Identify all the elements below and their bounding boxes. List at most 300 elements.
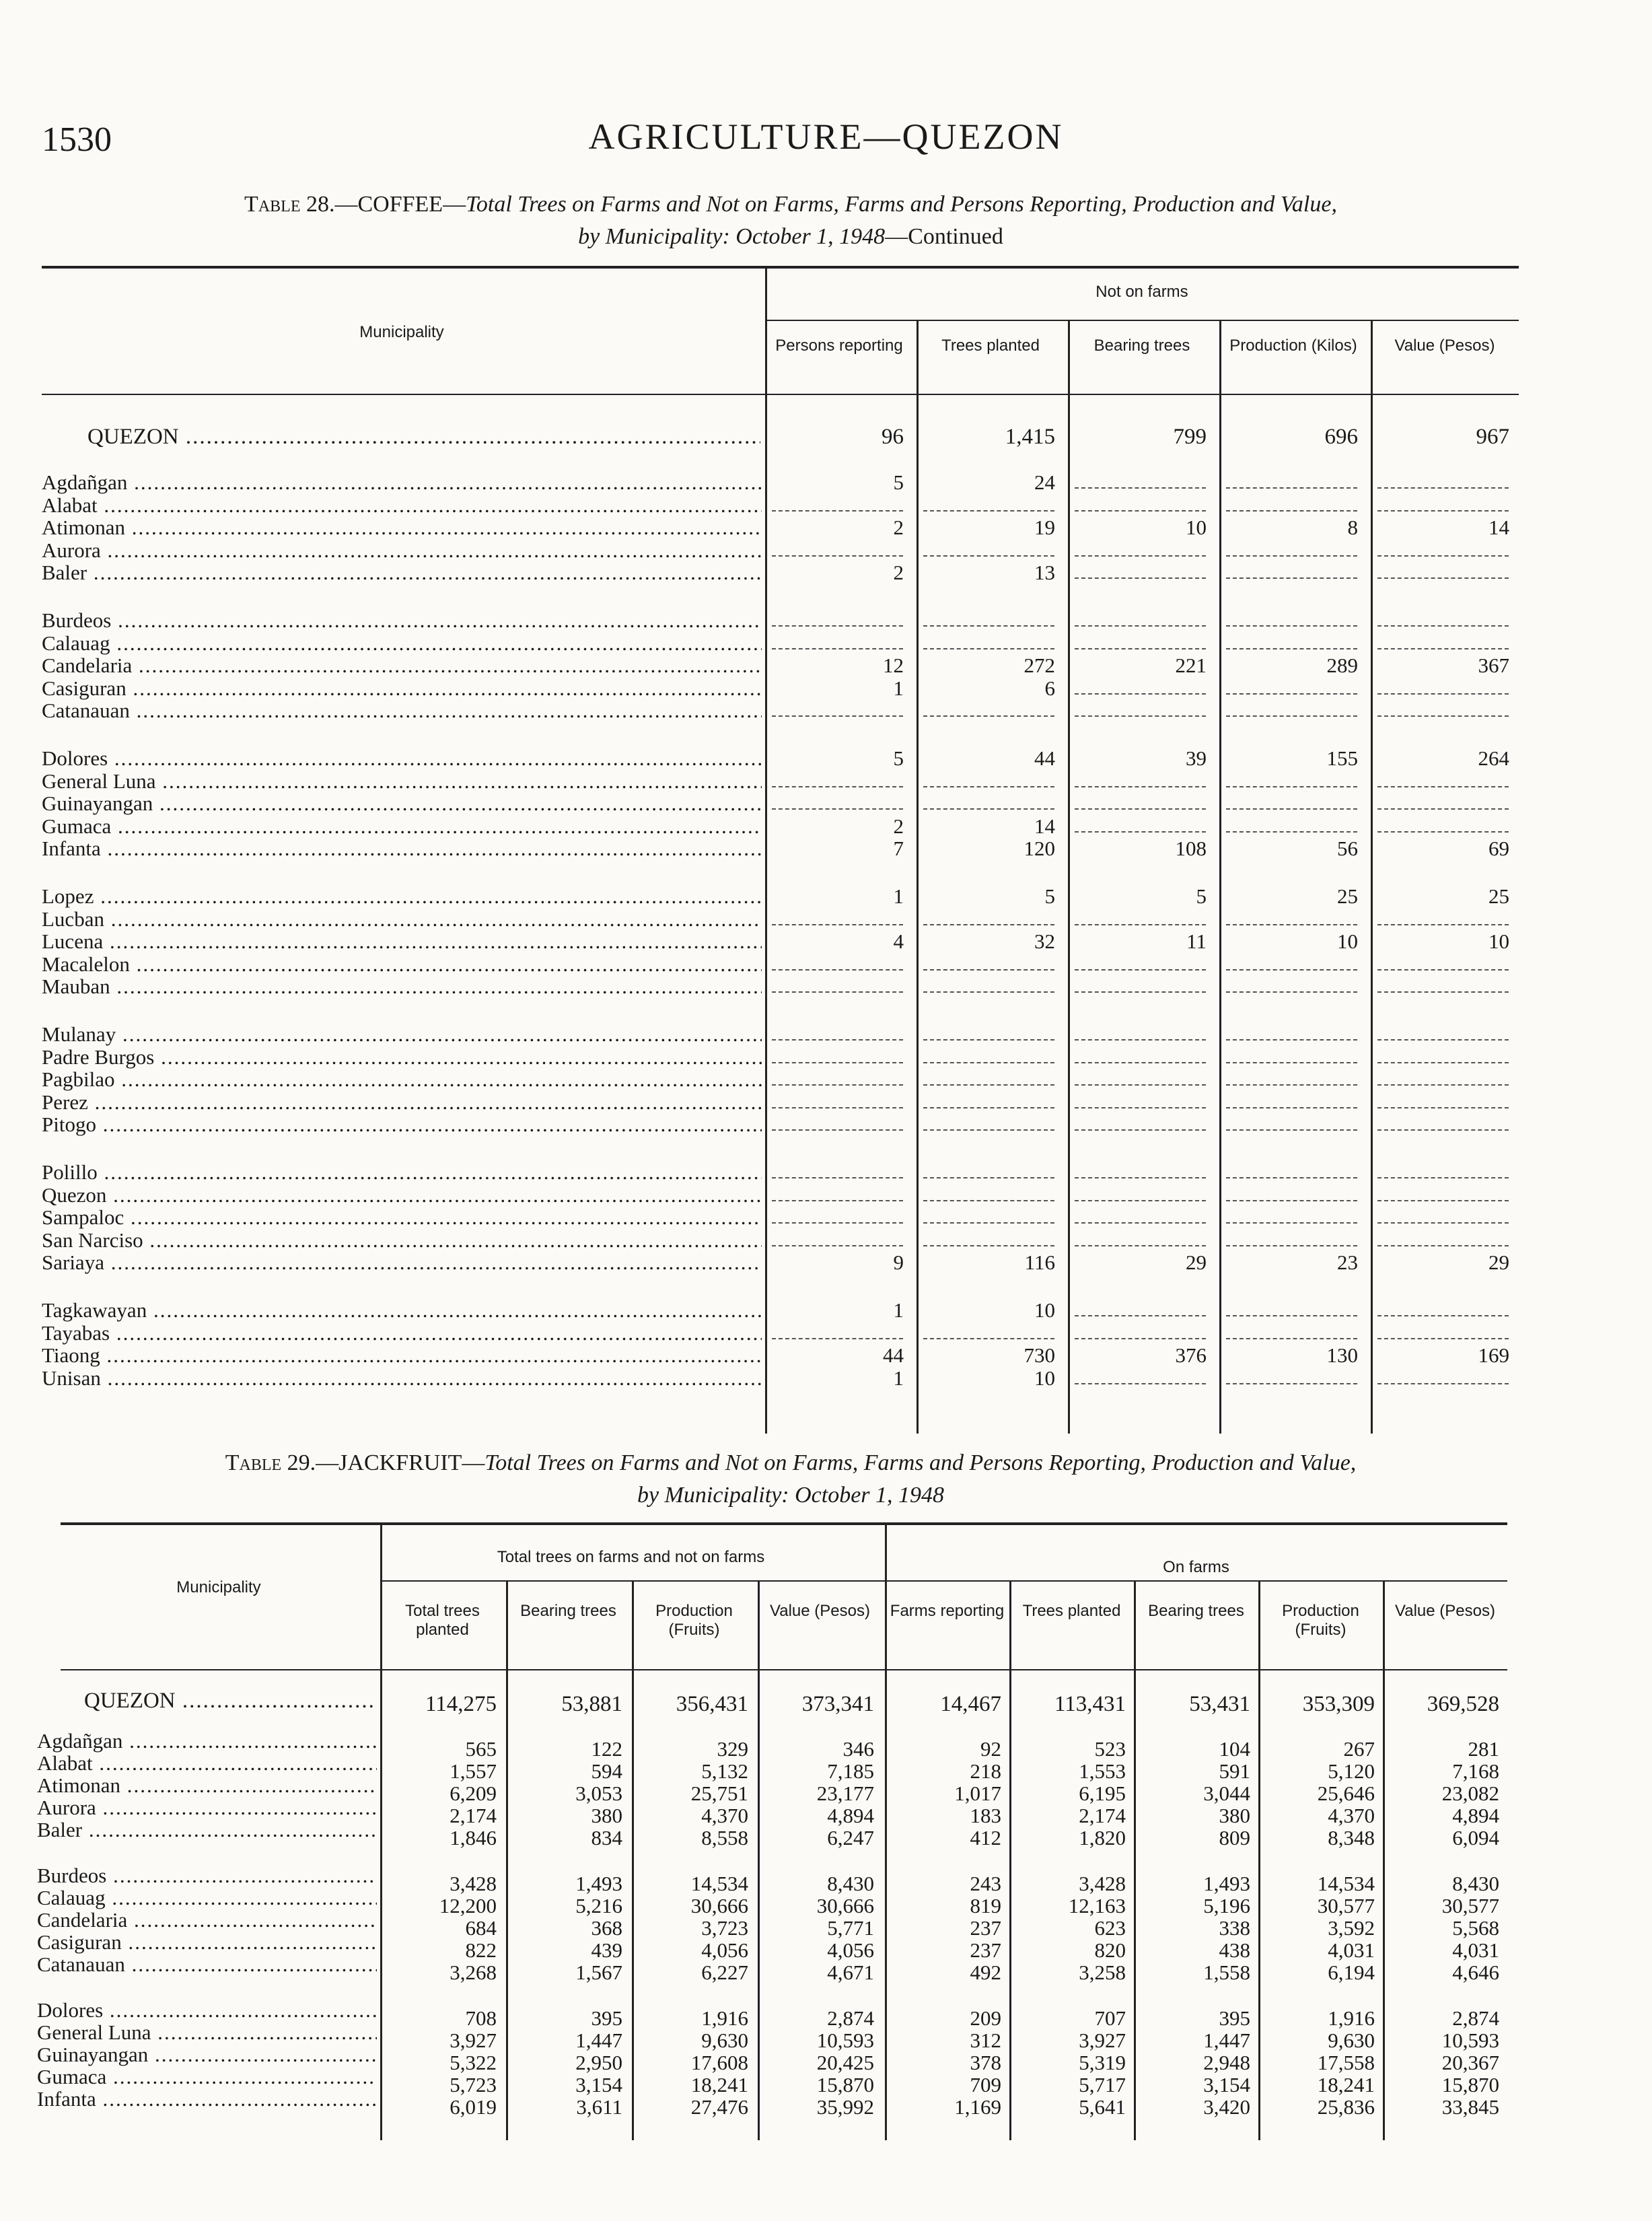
table29-cell: 523 bbox=[1094, 1737, 1126, 1761]
table29-header-rule bbox=[61, 1669, 1507, 1670]
table29-cell: 7,185 bbox=[827, 1759, 874, 1783]
table28-empty-cell bbox=[1226, 693, 1357, 695]
table29-cell: 438 bbox=[1219, 1938, 1250, 1962]
table29-cell: 12,200 bbox=[439, 1894, 497, 1917]
table28-municipality-name: Perez ..... bbox=[42, 1091, 762, 1114]
table28-municipality-name: Lucena ..... bbox=[42, 930, 762, 953]
table29-group2-header: On farms bbox=[1163, 1558, 1229, 1576]
table28-cell: 169 bbox=[1478, 1343, 1509, 1367]
table28-empty-cell bbox=[1226, 831, 1357, 833]
table29-cell: 395 bbox=[591, 2006, 622, 2030]
table28-cell: 1 bbox=[893, 676, 904, 700]
table28-empty-cell bbox=[1075, 924, 1206, 925]
table28-empty-cell bbox=[1075, 1315, 1206, 1316]
table29-cell: 395 bbox=[1219, 2006, 1250, 2030]
table29-cell: 3,258 bbox=[1079, 1961, 1126, 1984]
table29-cell: 1,447 bbox=[1203, 2029, 1250, 2052]
table29-cell: 3,428 bbox=[1079, 1872, 1126, 1895]
table28-cell: 14 bbox=[1488, 516, 1509, 539]
table29-cell: 3,723 bbox=[701, 1916, 748, 1940]
table28-cell: 25 bbox=[1488, 884, 1509, 908]
table29-municipality-name: Guinayangan ..... bbox=[37, 2043, 377, 2066]
table28-empty-cell bbox=[1377, 715, 1509, 717]
table28-municipality-name: Burdeos ..... bbox=[42, 609, 762, 632]
table28-municipality-name: Alabat ..... bbox=[42, 494, 762, 517]
table28-column-header: Production (Kilos) bbox=[1229, 337, 1357, 355]
table28-cell: 5 bbox=[893, 746, 904, 770]
table29-cell: 3,592 bbox=[1328, 1916, 1375, 1940]
table28-cell: 10 bbox=[1488, 929, 1509, 953]
table28-cell: 11 bbox=[1186, 929, 1207, 953]
table29-cell: 23,082 bbox=[1441, 1782, 1499, 1805]
table29-cell: 1,558 bbox=[1203, 1961, 1250, 1984]
table29-cell: 1,557 bbox=[450, 1759, 497, 1783]
table28-empty-cell bbox=[1226, 487, 1357, 489]
table28-empty-cell bbox=[772, 648, 903, 649]
table29-cell: 30,577 bbox=[1441, 1894, 1499, 1917]
table28-empty-cell bbox=[1226, 1245, 1357, 1246]
table29-cell: 1,017 bbox=[954, 1782, 1001, 1805]
table29-cell: 2,948 bbox=[1203, 2051, 1250, 2074]
page-number: 1530 bbox=[42, 120, 112, 159]
table29-cell: 6,227 bbox=[701, 1961, 748, 1984]
table28-empty-cell bbox=[1075, 1129, 1206, 1131]
table28-municipality-name: Tayabas ..... bbox=[42, 1322, 762, 1345]
table28-cell: 56 bbox=[1337, 837, 1358, 860]
table28-empty-cell bbox=[772, 1222, 903, 1224]
table29-column-header: Trees planted bbox=[1022, 1602, 1121, 1620]
table28-column-header: Value (Pesos) bbox=[1394, 337, 1495, 355]
table28-empty-cell bbox=[1226, 1177, 1357, 1178]
table29-cell: 17,608 bbox=[690, 2051, 748, 2074]
table29-cell: 684 bbox=[465, 1916, 497, 1940]
table28-cell: 6 bbox=[1044, 676, 1055, 700]
table29-cell: 14,534 bbox=[1317, 1872, 1375, 1895]
table28-empty-cell bbox=[1377, 1039, 1509, 1041]
table29-cell: 9,630 bbox=[701, 2029, 748, 2052]
table29-cell: 1,553 bbox=[1079, 1759, 1126, 1783]
table28-empty-cell bbox=[1377, 693, 1509, 695]
table29-cell: 809 bbox=[1219, 1826, 1250, 1849]
table28-empty-cell bbox=[1377, 555, 1509, 557]
table28-empty-cell bbox=[923, 786, 1054, 787]
table29-cell: 3,268 bbox=[450, 1961, 497, 1984]
table28-municipality-name: Mulanay ..... bbox=[42, 1023, 762, 1046]
table28-subject: —COFFEE— bbox=[334, 192, 466, 217]
table29-cell: 4,671 bbox=[827, 1961, 874, 1984]
table29-cell: 5,568 bbox=[1452, 1916, 1499, 1940]
table29-municipality-name: General Luna ..... bbox=[37, 2021, 377, 2044]
table28-total-cell: 1,415 bbox=[1005, 425, 1055, 449]
table28-empty-cell bbox=[923, 1062, 1054, 1063]
table29-total-name: QUEZON ..... bbox=[84, 1689, 377, 1712]
table28-empty-cell bbox=[1226, 555, 1357, 557]
table28-cell: 10 bbox=[1186, 516, 1207, 539]
table29-cell: 312 bbox=[970, 2029, 1001, 2052]
table29-cell: 18,241 bbox=[1317, 2073, 1375, 2096]
table29-cell: 8,558 bbox=[701, 1826, 748, 1849]
table28-cell: 32 bbox=[1034, 929, 1055, 953]
table28-empty-cell bbox=[923, 625, 1054, 627]
table29-total-cell: 53,881 bbox=[561, 1692, 622, 1716]
table29-municipality-name: Burdeos ..... bbox=[37, 1864, 377, 1887]
table28-municipality-name: Aurora ..... bbox=[42, 539, 762, 562]
table29-cell: 8,430 bbox=[1452, 1872, 1499, 1895]
table29-cell: 2,950 bbox=[575, 2051, 622, 2074]
table28-empty-cell bbox=[1377, 786, 1509, 787]
table29-cell: 2,874 bbox=[1452, 2006, 1499, 2030]
table28-cell: 5 bbox=[1044, 884, 1055, 908]
table29-cell: 10,593 bbox=[1441, 2029, 1499, 2052]
table28-cell: 155 bbox=[1326, 746, 1358, 770]
table29-column-header: Bearing trees bbox=[520, 1602, 616, 1620]
table28-empty-cell bbox=[772, 924, 903, 925]
table29-cell: 1,916 bbox=[1328, 2006, 1375, 2030]
table29-cell: 565 bbox=[465, 1737, 497, 1761]
table28-cell: 13 bbox=[1034, 561, 1055, 584]
table29-cell: 8,348 bbox=[1328, 1826, 1375, 1849]
table28-empty-cell bbox=[1377, 625, 1509, 627]
table29-total-cell: 356,431 bbox=[676, 1692, 748, 1716]
table29-cell: 819 bbox=[970, 1894, 1001, 1917]
table28-empty-cell bbox=[923, 1129, 1054, 1131]
table28-cell: 5 bbox=[1196, 884, 1207, 908]
table29-cell: 4,031 bbox=[1452, 1938, 1499, 1962]
table29-cell: 281 bbox=[1468, 1737, 1499, 1761]
table28-empty-cell bbox=[1226, 715, 1357, 717]
table28-municipality-name: Agdañgan ..... bbox=[42, 471, 762, 494]
table28-empty-cell bbox=[1075, 693, 1206, 695]
table28-continued: —Continued bbox=[885, 224, 1003, 249]
table28-empty-cell bbox=[772, 991, 903, 993]
table29-cell: 4,056 bbox=[827, 1938, 874, 1962]
table28-cell: 39 bbox=[1186, 746, 1207, 770]
table29-cell: 209 bbox=[970, 2006, 1001, 2030]
table28-cell: 221 bbox=[1175, 654, 1207, 677]
table28-cell: 12 bbox=[883, 654, 904, 677]
table28-cell: 8 bbox=[1347, 516, 1358, 539]
table29-cell: 3,611 bbox=[576, 2095, 622, 2119]
table29-cell: 594 bbox=[591, 1759, 622, 1783]
table29-cell: 378 bbox=[970, 2051, 1001, 2074]
table29-total-cell: 373,341 bbox=[801, 1692, 874, 1716]
table28-empty-cell bbox=[1226, 1383, 1357, 1384]
table28-municipality-name: Mauban ..... bbox=[42, 975, 762, 998]
table29-cell: 183 bbox=[970, 1804, 1001, 1827]
table29-cell: 623 bbox=[1094, 1916, 1126, 1940]
table28-cell: 2 bbox=[893, 814, 904, 838]
table29-cell: 708 bbox=[465, 2006, 497, 2030]
table28-empty-cell bbox=[1226, 786, 1357, 787]
table28-cell: 10 bbox=[1034, 1366, 1055, 1390]
table28-empty-cell bbox=[1075, 715, 1206, 717]
table29-cell: 5,216 bbox=[575, 1894, 622, 1917]
table28-empty-cell bbox=[772, 969, 903, 971]
table28-municipality-name: Sampaloc ..... bbox=[42, 1206, 762, 1229]
table28-empty-cell bbox=[1075, 1177, 1206, 1178]
table28-cell: 289 bbox=[1326, 654, 1358, 677]
table29-cell: 1,447 bbox=[575, 2029, 622, 2052]
table28-top-rule bbox=[42, 266, 1519, 269]
table28-cell: 264 bbox=[1478, 746, 1509, 770]
table28-empty-cell bbox=[1377, 1177, 1509, 1178]
table29-total-cell: 113,431 bbox=[1054, 1692, 1126, 1716]
table28-empty-cell bbox=[923, 648, 1054, 649]
table29-column-header: Farms reporting bbox=[890, 1602, 1005, 1620]
table28-empty-cell bbox=[923, 808, 1054, 810]
table28-municipality-name: Pagbilao ..... bbox=[42, 1068, 762, 1091]
table29-group-rule bbox=[380, 1580, 1507, 1582]
table28-cell: 19 bbox=[1034, 516, 1055, 539]
table28-empty-cell bbox=[1075, 1107, 1206, 1108]
table29-cell: 3,154 bbox=[1203, 2073, 1250, 2096]
table29-cell: 25,751 bbox=[690, 1782, 748, 1805]
table28-empty-cell bbox=[772, 1200, 903, 1201]
table29-cell: 30,577 bbox=[1317, 1894, 1375, 1917]
table28-empty-cell bbox=[923, 715, 1054, 717]
table28-empty-cell bbox=[923, 1107, 1054, 1108]
table29-cell: 10,593 bbox=[816, 2029, 874, 2052]
table28-cell: 130 bbox=[1326, 1343, 1358, 1367]
table28-empty-cell bbox=[1075, 1084, 1206, 1086]
table29-municipality-name: Dolores ..... bbox=[37, 1999, 377, 2022]
table28-municipality-name: Macalelon ..... bbox=[42, 953, 762, 976]
table28-empty-cell bbox=[1377, 1338, 1509, 1339]
table28-empty-cell bbox=[772, 1245, 903, 1246]
table28-cell: 14 bbox=[1034, 814, 1055, 838]
table29-municipality-name: Catanauan ..... bbox=[37, 1953, 377, 1976]
table29-municipality-name: Gumaca ..... bbox=[37, 2066, 377, 2088]
table28-empty-cell bbox=[1075, 577, 1206, 579]
table29-municipality-header: Municipality bbox=[176, 1578, 261, 1596]
table28-municipality-name: Dolores ..... bbox=[42, 747, 762, 770]
table29-cell: 2,174 bbox=[1079, 1804, 1126, 1827]
table28-municipality-name: San Narciso ..... bbox=[42, 1229, 762, 1252]
table29-cell: 15,870 bbox=[1441, 2073, 1499, 2096]
table29-municipality-name: Aurora ..... bbox=[37, 1796, 377, 1819]
table28-cell: 10 bbox=[1337, 929, 1358, 953]
table28-empty-cell bbox=[772, 786, 903, 787]
table29-cell: 3,044 bbox=[1203, 1782, 1250, 1805]
table28-cell: 7 bbox=[893, 837, 904, 860]
table28-empty-cell bbox=[1377, 924, 1509, 925]
table28-empty-cell bbox=[1075, 1200, 1206, 1201]
table29-cell: 3,428 bbox=[450, 1872, 497, 1895]
table29-cell: 4,031 bbox=[1328, 1938, 1375, 1962]
table29-cell: 27,476 bbox=[690, 2095, 748, 2119]
table29-cell: 122 bbox=[591, 1737, 622, 1761]
table28-total-name: QUEZON ..... bbox=[87, 425, 760, 448]
table29-subject: —JACKFRUIT— bbox=[316, 1450, 485, 1475]
table28-empty-cell bbox=[923, 510, 1054, 512]
table28-empty-cell bbox=[1377, 1200, 1509, 1201]
table28-municipality-name: Casiguran ..... bbox=[42, 677, 762, 700]
table29-cell: 9,630 bbox=[1328, 2029, 1375, 2052]
table28-cell: 29 bbox=[1488, 1250, 1509, 1274]
table28-column-header: Bearing trees bbox=[1093, 337, 1190, 355]
table28-empty-cell bbox=[1226, 808, 1357, 810]
table29-column-header: Value (Pesos) bbox=[1395, 1602, 1495, 1620]
table29-cell: 18,241 bbox=[690, 2073, 748, 2096]
table29-cell: 439 bbox=[591, 1938, 622, 1962]
table28-empty-cell bbox=[1075, 1039, 1206, 1041]
table28-empty-cell bbox=[1075, 625, 1206, 627]
table28-cell: 10 bbox=[1034, 1298, 1055, 1322]
table29-municipality-name: Calauag ..... bbox=[37, 1887, 377, 1909]
table29-cell: 412 bbox=[970, 1826, 1001, 1849]
table29-cell: 1,493 bbox=[575, 1872, 622, 1895]
table29-cell: 4,370 bbox=[701, 1804, 748, 1827]
table29-cell: 23,177 bbox=[816, 1782, 874, 1805]
table28-empty-cell bbox=[1377, 577, 1509, 579]
table28-empty-cell bbox=[1377, 1129, 1509, 1131]
table29-column-header: Total trees planted bbox=[405, 1602, 480, 1639]
table29-cell: 14,534 bbox=[690, 1872, 748, 1895]
table29-cell: 5,723 bbox=[450, 2073, 497, 2096]
table28-cell: 272 bbox=[1023, 654, 1055, 677]
table28-cell: 24 bbox=[1034, 470, 1055, 494]
table29-cell: 5,322 bbox=[450, 2051, 497, 2074]
table28-total-cell: 799 bbox=[1173, 425, 1207, 449]
table28-cell: 44 bbox=[1034, 746, 1055, 770]
table28-empty-cell bbox=[1226, 1200, 1357, 1201]
table28-empty-cell bbox=[1075, 808, 1206, 810]
table28-municipality-name: Candelaria ..... bbox=[42, 654, 762, 677]
table29-cell: 329 bbox=[717, 1737, 748, 1761]
running-head: AGRICULTURE—QUEZON bbox=[588, 116, 1064, 157]
table28-municipality-name: Padre Burgos ..... bbox=[42, 1046, 762, 1069]
table28-cell: 23 bbox=[1337, 1250, 1358, 1274]
table28-municipality-name: Sariaya ..... bbox=[42, 1251, 762, 1274]
table28-empty-cell bbox=[772, 1039, 903, 1041]
table29-cell: 380 bbox=[1219, 1804, 1250, 1827]
table29-municipality-name: Casiguran ..... bbox=[37, 1931, 377, 1954]
table29-municipality-name: Infanta ..... bbox=[37, 2088, 377, 2111]
table29-municipality-name: Atimonan ..... bbox=[37, 1774, 377, 1797]
table28-empty-cell bbox=[923, 1200, 1054, 1201]
table29-cell: 492 bbox=[970, 1961, 1001, 1984]
table28-cell: 1 bbox=[893, 1298, 904, 1322]
table28-cell: 2 bbox=[893, 516, 904, 539]
table29-cell: 3,420 bbox=[1203, 2095, 1250, 2119]
table28-empty-cell bbox=[1377, 991, 1509, 993]
table28-empty-cell bbox=[1377, 969, 1509, 971]
table29-cell: 3,154 bbox=[575, 2073, 622, 2096]
table29-cell: 346 bbox=[842, 1737, 874, 1761]
table29-cell: 15,870 bbox=[816, 2073, 874, 2096]
table28-cell: 116 bbox=[1024, 1250, 1055, 1274]
table28-empty-cell bbox=[1226, 648, 1357, 649]
table29-cell: 4,894 bbox=[827, 1804, 874, 1827]
table28-cell: 376 bbox=[1175, 1343, 1207, 1367]
table28-empty-cell bbox=[1226, 991, 1357, 993]
table28-empty-cell bbox=[1075, 1383, 1206, 1384]
table28-empty-cell bbox=[1075, 1245, 1206, 1246]
table28-empty-cell bbox=[1377, 1315, 1509, 1316]
table29-cell: 5,717 bbox=[1079, 2073, 1126, 2096]
table29-caption bbox=[61, 1447, 1521, 1512]
table29-title: Total Trees on Farms and Not on Farms, Farms and Persons Reporting, Production and Value, bbox=[484, 1450, 1357, 1475]
table29-cell: 6,094 bbox=[1452, 1826, 1499, 1849]
table29-cell: 591 bbox=[1219, 1759, 1250, 1783]
table29-total-cell: 114,275 bbox=[425, 1692, 497, 1716]
table29-column-header: Value (Pesos) bbox=[770, 1602, 870, 1620]
table29-cell: 338 bbox=[1219, 1916, 1250, 1940]
table29-cell: 5,132 bbox=[701, 1759, 748, 1783]
table28-caption bbox=[61, 188, 1521, 253]
table29-cell: 2,874 bbox=[827, 2006, 874, 2030]
table28-empty-cell bbox=[1226, 1107, 1357, 1108]
table29-cell: 1,493 bbox=[1203, 1872, 1250, 1895]
table29-municipality-name: Agdañgan ..... bbox=[37, 1730, 377, 1753]
table29-cell: 6,194 bbox=[1328, 1961, 1375, 1984]
table28-empty-cell bbox=[1226, 969, 1357, 971]
table28-total-cell: 967 bbox=[1476, 425, 1509, 449]
table29-cell: 3,053 bbox=[575, 1782, 622, 1805]
table28-empty-cell bbox=[772, 1177, 903, 1178]
table29-municipality-name: Baler ..... bbox=[37, 1819, 377, 1841]
table28-cell: 730 bbox=[1023, 1343, 1055, 1367]
table29-municipality-name: Alabat ..... bbox=[37, 1752, 377, 1775]
table28-cell: 44 bbox=[883, 1343, 904, 1367]
table29-cell: 20,425 bbox=[816, 2051, 874, 2074]
table28-empty-cell bbox=[772, 1338, 903, 1339]
table28-empty-cell bbox=[1075, 487, 1206, 489]
table28-empty-cell bbox=[923, 1222, 1054, 1224]
table28-municipality-name: Atimonan ..... bbox=[42, 516, 762, 539]
table28-cell: 5 bbox=[893, 470, 904, 494]
table29-cell: 1,567 bbox=[575, 1961, 622, 1984]
table28-empty-cell bbox=[923, 1039, 1054, 1041]
table28-empty-cell bbox=[1075, 786, 1206, 787]
table29-cell: 4,370 bbox=[1328, 1804, 1375, 1827]
table28-empty-cell bbox=[1226, 510, 1357, 512]
table28-empty-cell bbox=[923, 1177, 1054, 1178]
table29-total-cell: 53,431 bbox=[1189, 1692, 1250, 1716]
table29-total-cell: 353,309 bbox=[1302, 1692, 1375, 1716]
table29-cell: 5,196 bbox=[1203, 1894, 1250, 1917]
table28-empty-cell bbox=[1377, 831, 1509, 833]
table29-cell: 1,169 bbox=[954, 2095, 1001, 2119]
table29-cell: 5,120 bbox=[1328, 1759, 1375, 1783]
table28-cell: 69 bbox=[1488, 837, 1509, 860]
table28-empty-cell bbox=[1075, 969, 1206, 971]
table28-empty-cell bbox=[923, 1245, 1054, 1246]
table28-column-header: Persons reporting bbox=[775, 337, 903, 355]
table29-cell: 237 bbox=[970, 1916, 1001, 1940]
table29-cell: 237 bbox=[970, 1938, 1001, 1962]
table28-empty-cell bbox=[1226, 924, 1357, 925]
table28-total-cell: 96 bbox=[882, 425, 904, 449]
table28-municipality-name: Lucban ..... bbox=[42, 908, 762, 931]
table28-cell: 9 bbox=[893, 1250, 904, 1274]
table28-cell: 4 bbox=[893, 929, 904, 953]
table28-municipality-name: Pitogo ..... bbox=[42, 1113, 762, 1136]
table28-empty-cell bbox=[923, 1338, 1054, 1339]
table28-empty-cell bbox=[923, 555, 1054, 557]
table29-cell: 5,771 bbox=[827, 1916, 874, 1940]
table28-empty-cell bbox=[1377, 808, 1509, 810]
table29-cell: 33,845 bbox=[1441, 2095, 1499, 2119]
table28-tag: Table 28. bbox=[244, 192, 335, 217]
table29-cell: 5,641 bbox=[1079, 2095, 1126, 2119]
table29-cell: 368 bbox=[591, 1916, 622, 1940]
table28-empty-cell bbox=[1377, 1222, 1509, 1224]
table28-municipality-name: Calauag ..... bbox=[42, 632, 762, 655]
table29-top-rule bbox=[61, 1522, 1507, 1525]
table28-empty-cell bbox=[923, 1084, 1054, 1086]
table28-empty-cell bbox=[1377, 1245, 1509, 1246]
